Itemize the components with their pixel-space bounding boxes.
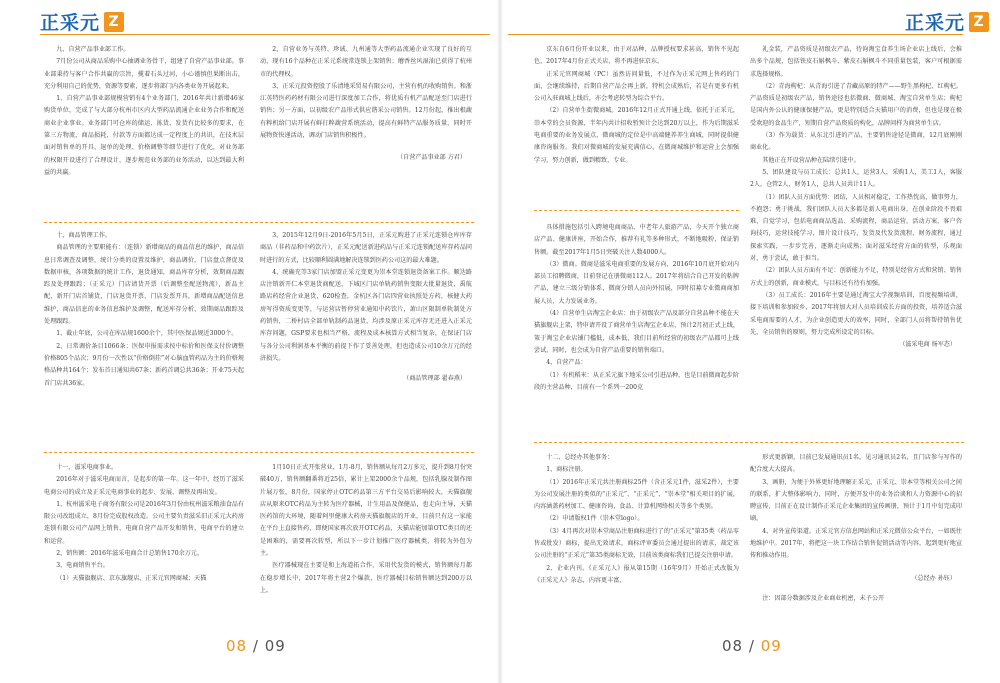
page-spine bbox=[497, 0, 503, 683]
right-col2-ecommerce bbox=[750, 44, 962, 351]
paragraph: 3、画册，为便于外界更好地理解正采元，正采元、崇本堂等相关公司之间的联系，扩大整体影响力，同时，方便开发中的业务洽谈和人力资源中心的招聘宣传，目前正在设计制作正采元企业集团的宣传画册，预计于1月中旬完成印刷。 bbox=[750, 478, 962, 523]
paragraph: 商品管理的主要职能有：（连锁）新增商品的商品信息的维护，商品信息日常调查及调整，统计分类的设置及维护，商品调价，门店盘点督促及数据审核，各项数据的统计工作，退货通知，商品库存分析，效期商品跟踪及处理跟踪；（正采元）门店请货开票（后调整至配送物流），新品主配，新开门店首铺货，门店退货开票，门店发票开具，新增商品配送信息维护，商品信息的业务信息维护及调整，配送库存分析，效期商品跟踪及处理跟踪。 bbox=[44, 244, 244, 326]
page-separator: / bbox=[748, 637, 755, 655]
paragraph: （3）微商。微商是滋采电商重要的发展方向，2016年10月底开始对内部员工招聘微商，目前登记在册微商112人。2017年将结合自己开发的粘牌产品，建立三级分销体系，微商分销人员向外招展，同时招募专业微商商加展人员，大力发展业务。 bbox=[534, 260, 739, 305]
left-col2-section9 bbox=[260, 44, 472, 165]
signature-general-office: （总经办 孙钰） bbox=[911, 574, 956, 582]
paragraph: 正采元官网商城（PC）虽然访问量低，不过作为正采元网上售药的门面，会继续维持，后期自营产品会再上新，特机会成熟后，若是有更多有机公司入驻商城上线后，亦会考虑转型为综合平台。 bbox=[534, 70, 739, 103]
left-col1-section9 bbox=[44, 44, 244, 179]
paragraph: 十二、总经办其他事务： bbox=[546, 454, 614, 461]
paragraph: 礼金装，产品资质是初级农产品，待询淘宝食养生场企业店上线后，会推出多个品规，包括铁皮石斛枫斗、紫皮石斛枫斗不同重量包装，客户可根据需求选择规格。 bbox=[750, 46, 962, 78]
page-number-left bbox=[226, 637, 286, 655]
signature-merchandise: （商品管理部 翟春燕） bbox=[403, 375, 466, 383]
paragraph: 京东自6月份开业以来，由于对品种，品牌授权要求甚高，销售不见起色，2017年4月份正式关店，将不再进驻京东。 bbox=[534, 46, 739, 66]
paragraph: （4）自营单生店淘宝企业店：由于初级农产品及部分自营品种不能在天猫旗舰店上架，特申请开设了商营单生店淘宝企业店，预计2月初正式上线，策于淘宝企业店铺门槛低，成本低，我们目前所经营的初级农产品都可上线尝试，同时，也会成为自营产品重要的销售端口。 bbox=[534, 310, 739, 354]
paragraph: （2）青海枸杞：从青海引进了青藏高原的特产——野生黑枸杞、红枸杞。产品资质是初级农产品，销售途径也括微商、微商城、淘宝自营单生店；枸杞是国内外公认的健康保健产品，更是特别适合天猫用户的消费，但也是现在极受欢迎的食品生产，短期自营产品资质的构化，品牌问样为商营单生店。 bbox=[750, 82, 962, 127]
paragraph: 1、截止年底，公司在库品规1600余个，其中医保品规近3000个。 bbox=[56, 330, 238, 338]
paragraph: 2、自营业务与英特、珍诚、九州通等大型药品流通企业实现了良好的互动，现有16个品种在正采元系统常连锁上架销售；蘑香丝风湿油已获得了杭州市的代理权。 bbox=[260, 46, 472, 78]
confidentiality-note: 注：因部分数据涉及企业商业机密，未予公开 bbox=[762, 594, 885, 602]
paragraph: （3）员工成长：2016年主要是通过淘宝大学视频培训，百度视频培训，接下培训和参加较乡，2017年将加大对人员培训成长方面的投资，培养适合滋采电商需要的人才，为企业创造更大的效率，同时，全部门人员将帮持销售优先，全员销售的原则，努力完成所设定的目标。 bbox=[750, 291, 962, 336]
paragraph: （1）2016年正采元共注册商标25件（含正采元1件，滋采2件），主要为公司发展注册的类似的“正采元”、“正采元”、“崇本堂”相关项目的扩展，内容涵盖药材加工、健康咨询、食品、计算机网络相关等多个类别。 bbox=[534, 478, 739, 511]
paragraph: （1）有机稻米：从正采元旗下地采公司引进品种，也是目前微商起步阶段的主营品种，目前有一个系列一200克 bbox=[534, 371, 739, 391]
paragraph: 其他正在开设营品种在陆续引进中。 bbox=[762, 156, 860, 164]
paragraph: 4、自营产品： bbox=[546, 359, 587, 367]
paragraph: 形式更新颖，目前已发展通讯员1名，见习通讯员2名，且门店参与写作的配合度大大提高。 bbox=[750, 454, 962, 474]
paragraph: 7月份公司从商品采购中心抽调业务骨干，组建了自营产品事业部。事业部秉持与客户合作共赢的宗旨，揽着石头过河，小心谨慎但果断出击，充分利用自己的优势，资源等要素，逐步将部门内各类业务开展起来。 bbox=[44, 58, 244, 90]
header-rule-left bbox=[40, 34, 490, 35]
section-divider bbox=[44, 452, 474, 453]
page-current: 08 bbox=[226, 637, 248, 655]
signature-ecommerce: （滋采电商 扬军态） bbox=[899, 341, 956, 349]
section-divider bbox=[44, 222, 474, 223]
page-number-right bbox=[722, 637, 782, 655]
left-col1-section11 bbox=[44, 462, 244, 585]
paragraph: （1）天猫旗舰店、京东旗舰店、正采元官网商城；天猫 bbox=[56, 574, 207, 582]
paragraph: 4、对外宣传渠道。正采元官方信息网站和正采元微信公众平台，一如既往地维护中。2017年，将把这一块工作结合销售促销活动等内容，起到更好地宣传和推动作用。 bbox=[750, 527, 962, 560]
left-col2-section10-body bbox=[260, 230, 472, 365]
section-divider bbox=[534, 210, 739, 211]
right-col1-ecommerce bbox=[534, 44, 739, 167]
signature-self-operated: （自营产品事业部 方君） bbox=[397, 154, 466, 162]
paragraph: 1、商标注册。 bbox=[546, 466, 587, 474]
left-col2-section9-body bbox=[260, 44, 472, 142]
paragraph: 十一、滋采电商事业。 bbox=[56, 464, 118, 471]
page-separator: / bbox=[252, 637, 259, 655]
brand-logo-right bbox=[905, 8, 989, 35]
paragraph: 具体措施包括引入跨境电商商品、中老年人旅游产品，今天开个独立商店产品、健康讲座，开始合作，推荐有礼等多种形式，不断地吸粉，保证销售额。截至2017年1月5日突破关注人数4000人。 bbox=[534, 224, 739, 256]
paragraph: （2）团队人员方面有不足：创新能力不足，特别是经营方式和营销、销售方式上的创新，商业模式，与目标还有待有加强。 bbox=[750, 267, 962, 287]
paragraph: 2、日常调价条目1066条；医保申报需求按中标价和医保支付价调整价格805个品次；9月份一次性以“价格倒挂”对心脑血管药品为主的价格规格品种共164个；发布首日通知共67条；新药首调总共36条；开业75天起首门店共36家。 bbox=[44, 342, 244, 387]
brand-name-left: 正采元 bbox=[40, 12, 101, 34]
left-col2-section10 bbox=[260, 230, 472, 386]
paragraph: 1、杭州滋采电子商务有限公司是2016年3月份由杭州滋采粮油食品有限公司改组成立，8月份完成股权改造。公司主要负责滋采旧正采元大药房连锁有限公司产品网上销售、电商自营产品开发和销售，电商平台的建立和运营。 bbox=[44, 500, 244, 545]
paragraph: 3、2015年12月9日-2016年5月5日，正采元购进了正采元连锁仓库库存商品（非药品和中药饮片），正采元配送新进药品与正采元连锁配送库存药品同时进行的方式，比较顺利圆满地解决连锁到医药公司这的最大难题。 bbox=[260, 232, 472, 264]
page-previous: 08 bbox=[722, 637, 744, 655]
paragraph: （3）4月再次对崇本堂商品注册商标进行了的“正采元”第35类（药品零售或批发）商标，提出无效请求，商标评审委员会通过提出的请求，裁定该公司注册的“正采元”第35类商标无效，目前该类商标我们已提交注册申请。 bbox=[534, 527, 739, 560]
brand-name-right: 正采元 bbox=[905, 12, 966, 34]
paragraph: 2、销售额：2016年滋采电商合计总销售170余万元。 bbox=[56, 550, 203, 558]
section-divider bbox=[534, 442, 964, 443]
right-col2-ecommerce-body bbox=[750, 44, 962, 339]
brand-mark-icon: Z bbox=[969, 12, 989, 32]
paragraph: （2）自营单生街微商城。2016年12月正式开通上线，依托于正采元，崇本堂的会员资源，半年内共计招收暂预计会达到20万以上，作为后期滋采电商重要的业务发展点，微商城的定位是中高端健养养生商城，同时提供健康咨询服务。我们对微商城的发展充满信心，在微商城维护和运营上会加强学习，努力创新，做到精致，专业。 bbox=[534, 107, 739, 164]
paragraph: （1）团队人员方面优势：团结，人员相对稳定，工作热忱高，做事努力，不抱怨；勇于挑战，我们团队人员大多都是新人电商出身，在创业阶段不畏艰难，自觉学习，包括电商商品选品、采购流程，商品运营，活动方案，客户咨询技巧，运营技能学习，图片设计技巧，发货及代发货流程，财务流程，通过探索实践，一步步完善，逐渐走向成熟；面对滋采经营方面的转型，乐观面对，勇于尝试，敢于担当。 bbox=[750, 193, 962, 263]
right-col2-section12-body bbox=[750, 452, 962, 563]
paragraph: 十、商品管理工作。 bbox=[56, 232, 112, 239]
brand-mark-icon: Z bbox=[104, 12, 124, 32]
right-col1-section12 bbox=[534, 452, 739, 587]
right-col1-ecommerce-cont bbox=[534, 222, 739, 394]
paragraph: 3、正采元投资控股了乐清地采贸易有限公司，主营有机的收购销售。和浙江英特医药药材有限公司进行深度加工合作，将优质有机产品配送至门店进行销售；另一方面，以初级农产品形式供应谐采公司销售。12月份起，推出根蔬有粹机给门店开展有鲜打粹蔬营系统活动，提高有鲜特产品服务质量，同时开展物资快递活动，调动门店销售积极性。 bbox=[260, 82, 472, 140]
paragraph: 2016年对于滋采电商而言，是起步的第一年。这一年中，经历了滋采电商公司的成立及正采元电商事业的起步、发展、调整及再出发。 bbox=[44, 476, 244, 496]
paragraph: 1月10日正式开张营业，1月-8月，销售额从每月2万多元，提升到8月份突破40万，销售额翻番将近25倍，累计上架2000余个品规，包括乳腺及制作图片展万张，8月份，国家停止OTC药品第三方平台交易后影响较大，天猫旗舰店从原来OTC药品为主转为医疗器械，计生用品及保健品，也走向主导，天猫医药馆的大环境，随着阿里健康大药房天猫旗舰店的开业，目前只有这一家能在平台上直接售药，即便国家再次放开OTC药品，天猫店能加第OTC类目的还是困难的，需要再次转型，所以下一步计划推广医疗器械类，将转为外包为主。 bbox=[260, 464, 473, 558]
paragraph: 5、团队建设与员工成长：总共1人，运营3人，采购1人，美工1人，客服2人，仓管2人，财务1人，总共人员共计11人。 bbox=[750, 168, 962, 189]
paragraph: 九、自营产品事业部工作。 bbox=[56, 46, 130, 53]
paragraph: 2、企业内刊。《正采元人》报从第15期（16年9月）开始正式改版为《正采元人》杂志，内容更丰富， bbox=[534, 564, 739, 584]
paragraph: 3、电商销售平台。 bbox=[56, 562, 109, 570]
left-col1-section10 bbox=[44, 230, 244, 390]
paragraph: （2）申请版权1件（崇本堂logo）。 bbox=[546, 515, 644, 523]
page-total: 09 bbox=[264, 637, 286, 655]
right-col2-section12 bbox=[750, 452, 962, 605]
paragraph: （3）作为载货：从东北引进的产品，主要销售途径是微商，12月底刚刚商业化。 bbox=[750, 132, 962, 152]
header-rule-right bbox=[508, 34, 963, 35]
left-col2-section11 bbox=[260, 462, 472, 597]
brand-logo-left bbox=[40, 8, 124, 35]
paragraph: 4、统确充等3家门店加盟正采元变更为崇本堂连锁退货备案工作。顺达路店注销新开仁本堂退货商配送，下城区门店单轨药销售变限大批量退货，禹航路店药经营企业退货，620检查，金杭区各门店四营业执照处方药，核健大药房写得资质变更等，与运营店暂停营业通知中药饮片，萧山区限制单轨制处方药销售，二桥村店全部单轨制药品退货，均涉及原正采元库存无还进入正采元库存问题，GSP要求也相当严格，流程及成本核算方式相当复杂，在保证门店与各分公司利润基本平衡的前提下作了妥善处理，但也造成公司10余万元的经济损失。 bbox=[260, 268, 472, 362]
paragraph: 1、自营产品事业部规模营销有4个业务部门，2016年共计新增46家购货单位，完成了与大部分杭州市区内大型药品流通企业业务合作和配送商业企业事业。业务部门可仓库的储运、拣货、发货有比较多的要求，在第三方物流、商品损耗、付款等方面都达成一定程度上的共识，在技术层面对销售单的开具、退单的处理、价格调整等细节进行了优化，对业务部的权限开设进行了合理设计，逐步规范业务部的业务活动，以达到最大利益的共赢。 bbox=[44, 95, 244, 176]
page-current: 09 bbox=[760, 637, 782, 655]
paragraph: 医疗器械现在主要是和上海道拓合作，采用代发货的模式，销售额每月都在稳步增长中，2017年将主营2个爆款，医疗器械目标销售额达到200万以上。 bbox=[260, 562, 472, 594]
